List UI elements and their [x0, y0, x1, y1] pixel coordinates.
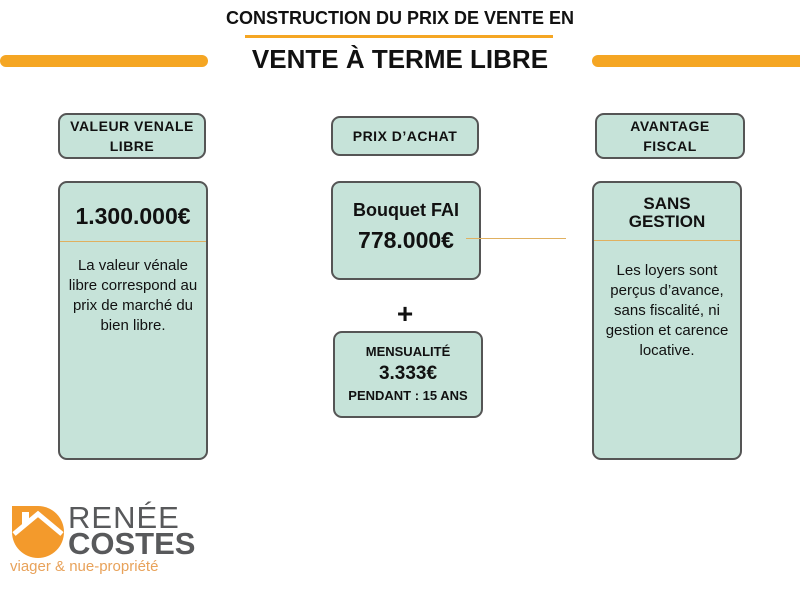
title-line-2: VENTE À TERME LIBRE [251, 44, 549, 74]
mensualite-card [333, 331, 483, 418]
right-title: SANS GESTION [628, 194, 706, 231]
left-header: VALEUR VENALE LIBRE [58, 113, 206, 159]
bouquet-card [331, 181, 481, 280]
title-underline [245, 35, 553, 38]
bouquet-label: Bouquet FAI [353, 200, 459, 220]
center-header: PRIX D’ACHAT [331, 116, 479, 156]
logo-tagline: viager & nue-propriété [10, 558, 159, 575]
left-divider [60, 241, 206, 242]
bouquet-value: 778.000€ [358, 227, 454, 253]
right-header: AVANTAGE FISCAL [595, 113, 745, 159]
logo-name-2: COSTES [68, 526, 196, 561]
title-line-1: CONSTRUCTION DU PRIX DE VENTE EN [225, 8, 575, 28]
logo [8, 500, 218, 580]
left-description: La valeur vénale libre correspond au prix de marché du bien libre. [68, 257, 198, 334]
right-card [592, 181, 742, 460]
left-card [58, 181, 208, 460]
plus-sign: + [396, 298, 414, 329]
right-divider [594, 240, 740, 241]
house-logo-icon [10, 504, 66, 560]
connector-line [466, 238, 566, 239]
duration: PENDANT : 15 ANS [348, 388, 468, 403]
left-value: 1.300.000€ [75, 203, 191, 229]
right-description: Les loyers sont perçus d’avance, sans fiscalité, ni gestion et carence locative. [605, 262, 729, 359]
mensualite-label: MENSUALITÉ [365, 344, 451, 359]
mensualite-value: 3.333€ [378, 363, 438, 384]
logo-name-1: RENÉE [68, 500, 180, 535]
